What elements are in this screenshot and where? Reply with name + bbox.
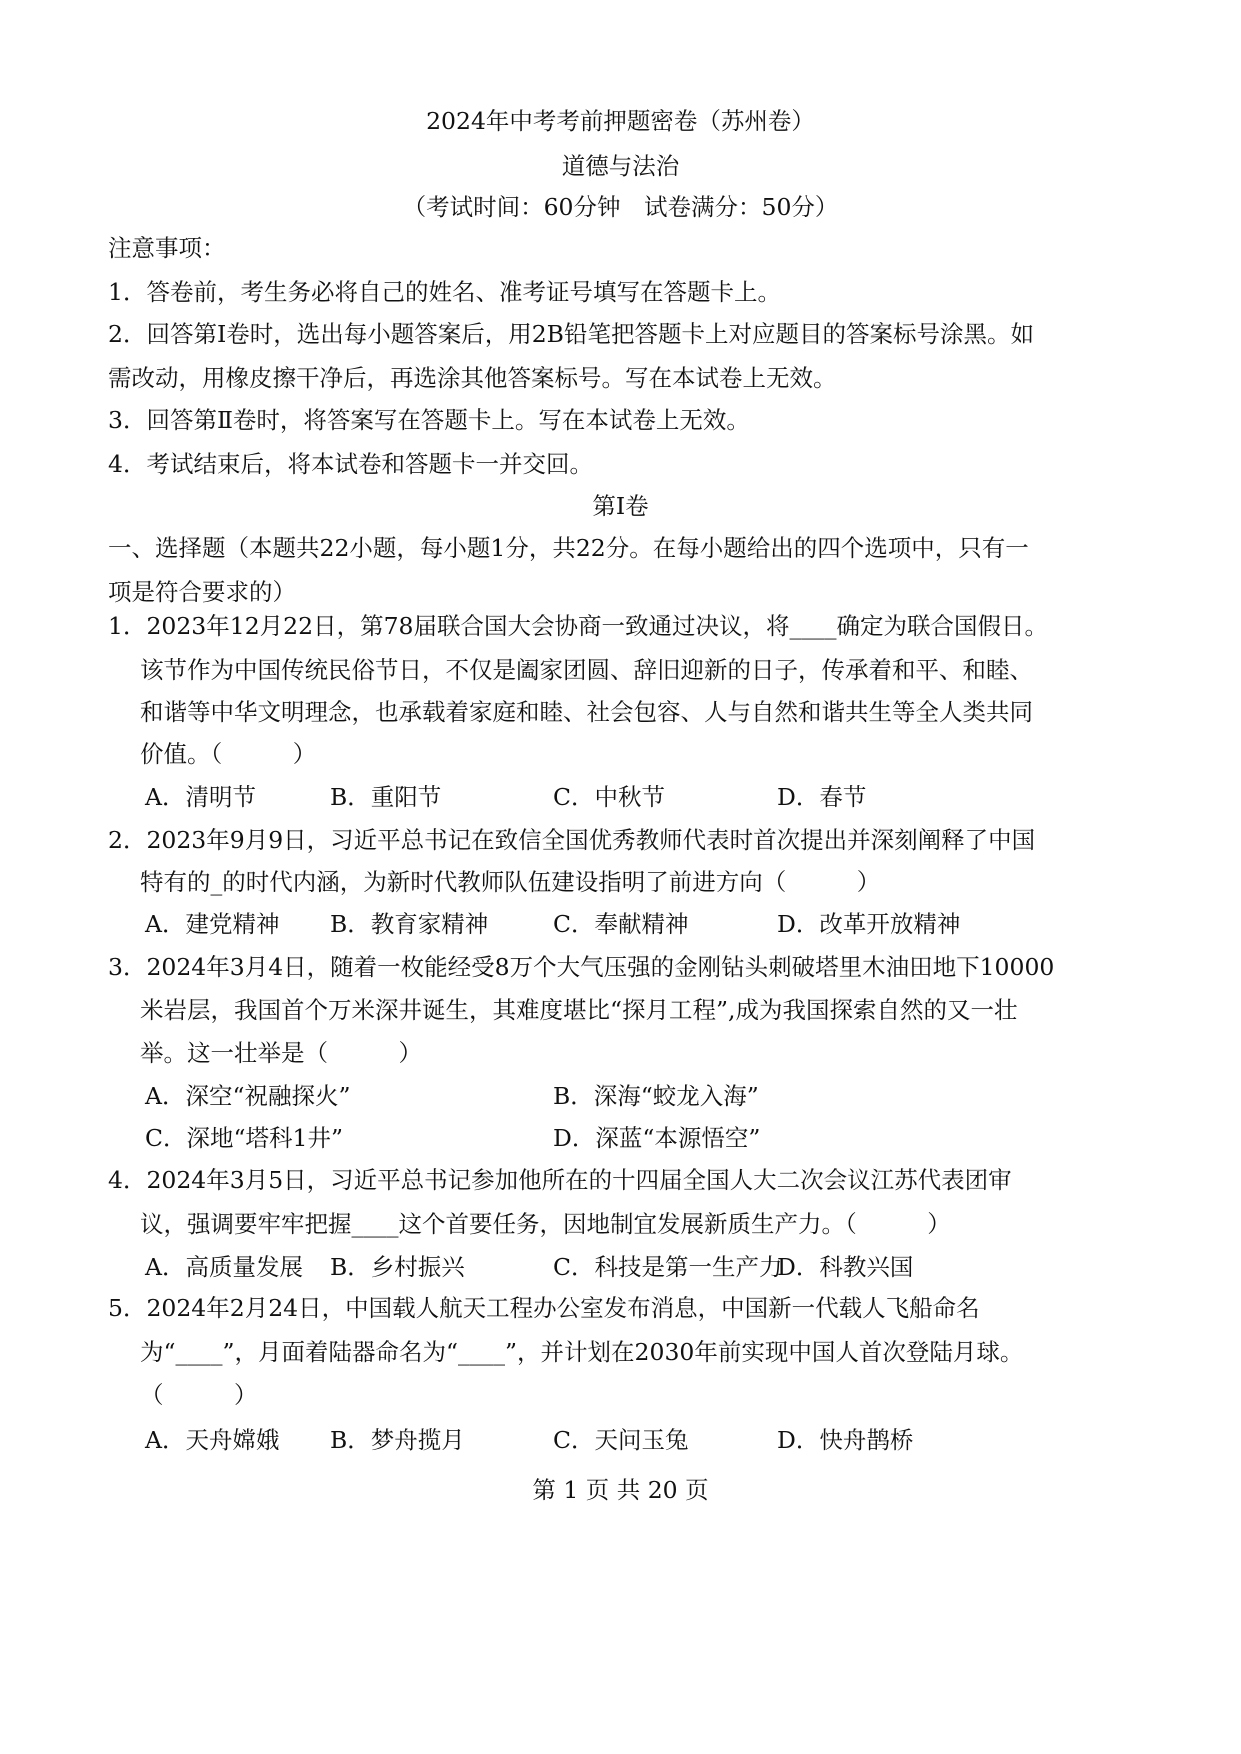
question-3-line-3: 举。这一壮举是（ ） xyxy=(140,1039,422,1067)
question-2-option-c: C．奉献精神 xyxy=(553,910,689,938)
question-5-line-1: 5．2024年2月24日，中国载人航天工程办公室发布消息，中国新一代载人飞船命名 xyxy=(108,1294,980,1322)
question-1-line-3: 和谐等中华文明理念，也承载着家庭和睦、社会包容、人与自然和谐共生等全人类共同 xyxy=(140,698,1033,726)
question-1-line-1: 1．2023年12月22日，第78届联合国大会协商一致通过决议，将____确定为联合国假日。 xyxy=(108,612,1048,640)
question-1-line-2: 该节作为中国传统民俗节日，不仅是阖家团圆、辞旧迎新的日子，传承着和平、和睦、 xyxy=(140,656,1033,684)
question-1-option-b: B．重阳节 xyxy=(330,783,442,811)
question-4-option-a: A．高质量发展 xyxy=(145,1253,303,1281)
question-3-option-a: A．深空“祝融探火” xyxy=(145,1082,351,1110)
question-5-line-2: 为“____”，月面着陆器命名为“____”，并计划在2030年前实现中国人首次登陆月球。 xyxy=(140,1338,1024,1366)
section-intro-line-1: 一、选择题（本题共22小题，每小题1分，共22分。在每小题给出的四个选项中，只有一 xyxy=(108,534,1029,562)
question-2-option-d: D．改革开放精神 xyxy=(777,910,961,938)
question-4-line-2: 议，强调要牢牢把握____这个首要任务，因地制宜发展新质生产力。（ ） xyxy=(140,1210,951,1238)
question-4-option-d: D．科教兴国 xyxy=(777,1253,914,1281)
note-item-3: 3．回答第Ⅱ卷时，将答案写在答题卡上。写在本试卷上无效。 xyxy=(108,406,750,434)
question-2-line-2: 特有的_的时代内涵，为新时代教师队伍建设指明了前进方向（ ） xyxy=(140,868,881,896)
question-1-option-d: D．春节 xyxy=(777,783,867,811)
question-5-option-b: B．梦舟揽月 xyxy=(330,1426,465,1454)
question-5-line-3: （ ） xyxy=(140,1381,258,1409)
question-4-option-b: B．乡村振兴 xyxy=(330,1253,465,1281)
exam-info: （考试时间：60分钟 试卷满分：50分） xyxy=(402,193,839,221)
page-number: 第 1 页 共 20 页 xyxy=(532,1476,709,1504)
subject-title: 道德与法治 xyxy=(561,152,680,180)
question-3-option-d: D．深蓝“本源悟空” xyxy=(553,1124,761,1152)
question-1-option-a: A．清明节 xyxy=(145,783,256,811)
question-5-option-d: D．快舟鹊桥 xyxy=(777,1426,914,1454)
note-item-2-line-1: 2．回答第Ⅰ卷时，选出每小题答案后，用2B铅笔把答题卡上对应题目的答案标号涂黑。如 xyxy=(108,320,1034,348)
question-4-line-1: 4．2024年3月5日，习近平总书记参加他所在的十四届全国人大二次会议江苏代表团审 xyxy=(108,1166,1012,1194)
question-2-line-1: 2．2023年9月9日，习近平总书记在致信全国优秀教师代表时首次提出并深刻阐释了中国 xyxy=(108,826,1036,854)
volume-heading: 第Ⅰ卷 xyxy=(592,492,649,520)
question-2-option-b: B．教育家精神 xyxy=(330,910,489,938)
question-5-option-a: A．天舟嫦娥 xyxy=(145,1426,280,1454)
note-item-1: 1．答卷前，考生务必将自己的姓名、准考证号填写在答题卡上。 xyxy=(108,278,781,306)
note-item-4: 4．考试结束后，将本试卷和答题卡一并交回。 xyxy=(108,450,593,478)
question-5-option-c: C．天问玉兔 xyxy=(553,1426,689,1454)
note-item-2-line-2: 需改动，用橡皮擦干净后，再选涂其他答案标号。写在本试卷上无效。 xyxy=(108,364,837,392)
question-1-option-c: C．中秋节 xyxy=(553,783,665,811)
question-2-option-a: A．建党精神 xyxy=(145,910,280,938)
question-1-line-4: 价值。（ ） xyxy=(140,740,317,768)
question-3-line-2: 米岩层，我国首个万米深井诞生，其难度堪比“探月工程”,成为我国探索自然的又一壮 xyxy=(140,996,1018,1024)
notes-heading: 注意事项： xyxy=(108,234,226,262)
question-3-option-b: B．深海“蛟龙入海” xyxy=(553,1082,759,1110)
question-3-line-1: 3．2024年3月4日，随着一枚能经受8万个大气压强的金刚钻头刺破塔里木油田地下10000 xyxy=(108,953,1055,981)
question-3-option-c: C．深地“塔科1井” xyxy=(145,1124,343,1152)
question-4-option-c: C．科技是第一生产力 xyxy=(553,1253,783,1281)
exam-title: 2024年中考考前押题密卷（苏州卷） xyxy=(426,107,815,135)
section-intro-line-2: 项是符合要求的） xyxy=(108,578,296,606)
